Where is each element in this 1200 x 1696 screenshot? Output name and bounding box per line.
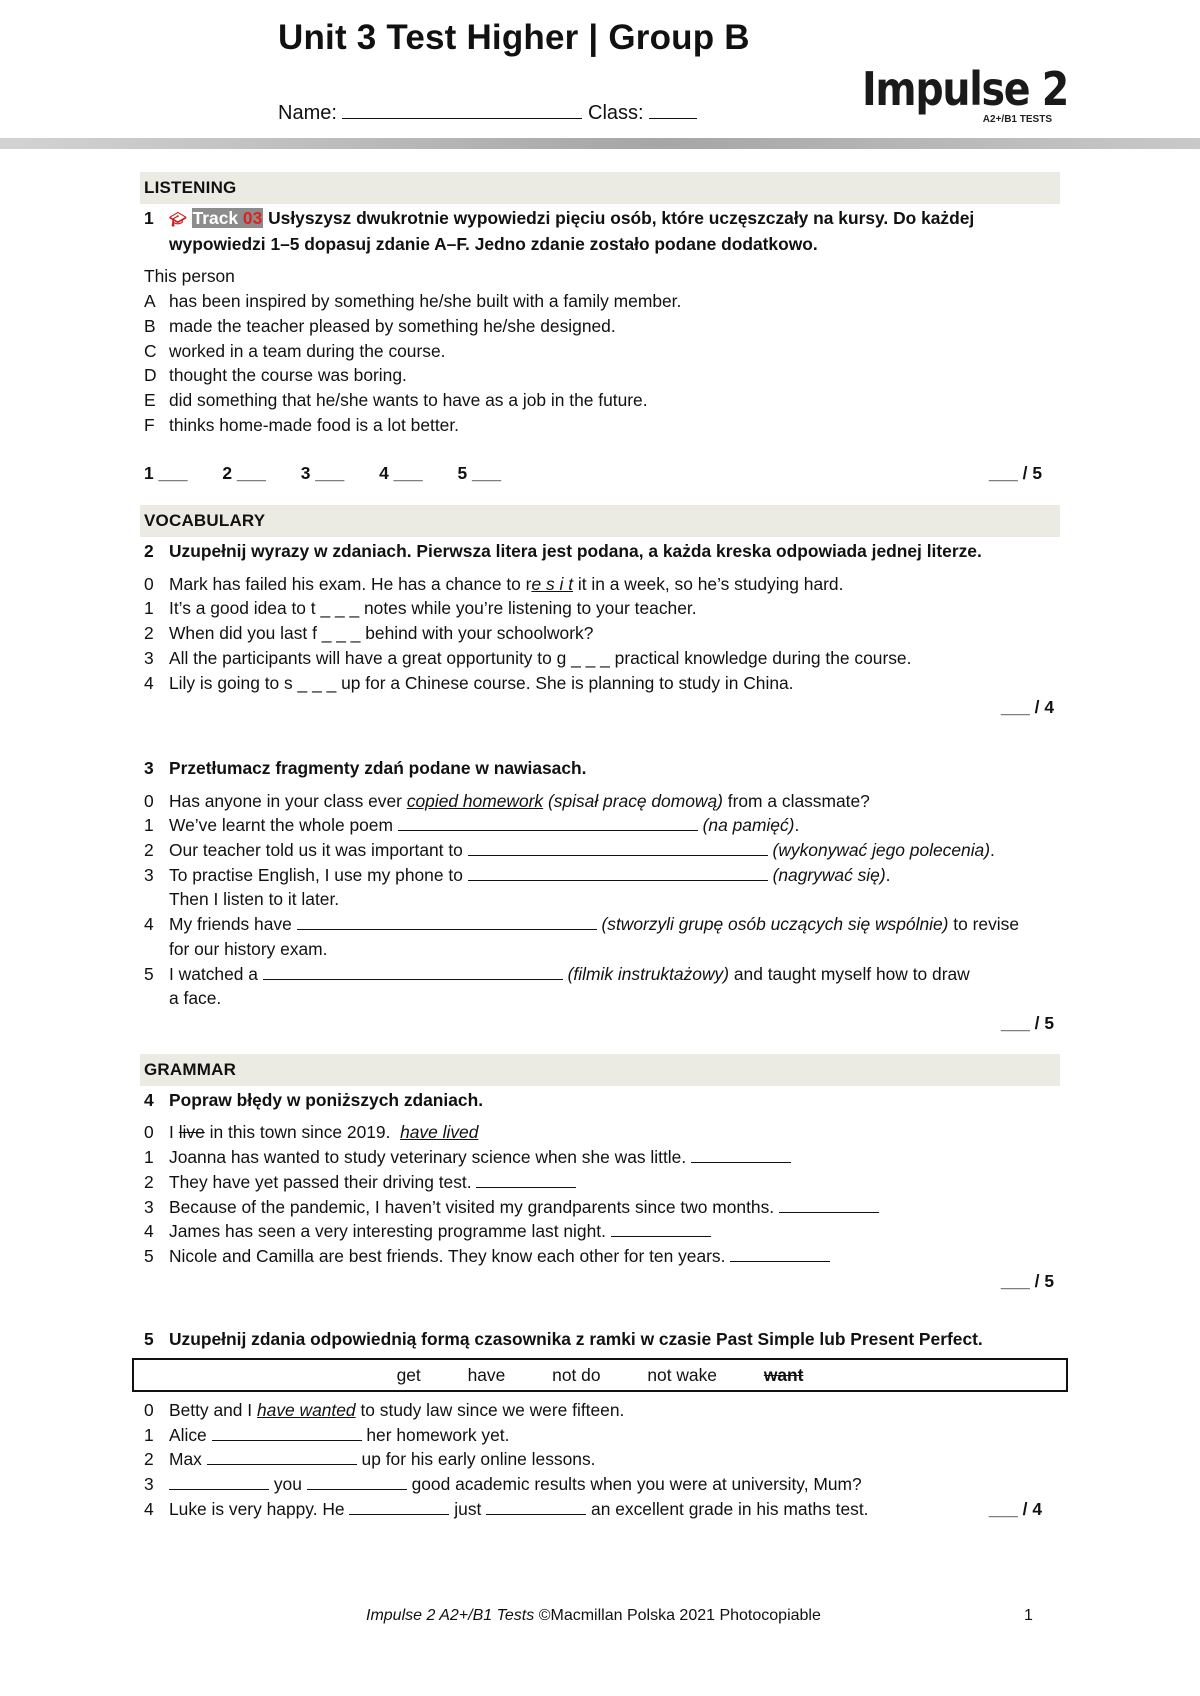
- example-answer: copied homework: [406, 790, 544, 811]
- footer-text: Impulse 2 A2+/B1 Tests ©Macmillan Polska 2021 Photocopiable: [366, 1607, 821, 1624]
- list-item: C worked in a team during the course.: [144, 340, 446, 361]
- answer-blank[interactable]: [297, 913, 597, 930]
- box-word: not wake: [647, 1365, 717, 1386]
- list-item: 5 I watched a (filmik instruktażowy) and taught myself how to draw a face.: [144, 963, 970, 1009]
- task-4-instruction: 4 Popraw błędy w poniższych zdaniach.: [144, 1089, 484, 1110]
- answer-blank[interactable]: [486, 1498, 586, 1515]
- list-item: 2 When did you last f _ _ _ behind with your schoolwork?: [144, 623, 594, 644]
- box-word: not do: [552, 1365, 601, 1386]
- list-item: D thought the course was boring.: [144, 365, 407, 386]
- answer-blank[interactable]: [779, 1196, 879, 1213]
- box-word: get: [396, 1365, 421, 1386]
- answer-blank[interactable]: [730, 1245, 830, 1262]
- track-label: Track 03: [192, 208, 263, 228]
- answer-blank[interactable]: [307, 1473, 407, 1490]
- score-task-2: ___ / 4: [1000, 697, 1054, 718]
- logo-sub-text: A2+/B1 TESTS: [982, 114, 1052, 125]
- example-item: 0 Betty and I have wanted to study law since we were fifteen.: [144, 1400, 625, 1421]
- list-item: 2 Max up for his early online lessons.: [144, 1449, 596, 1470]
- score-task-5: ___ / 4: [988, 1498, 1042, 1519]
- list-item: F thinks home-made food is a lot better.: [144, 414, 460, 435]
- list-item: 3 To practise English, I use my phone to (nagrywać się). Then I listen to it later.: [144, 864, 891, 910]
- list-item: 3 All the participants will have a great opportunity to g _ _ _ practical knowledge during the course.: [144, 647, 912, 668]
- list-item: 4 Lily is going to s _ _ _ up for a Chinese course. She is planning to study in China.: [144, 672, 794, 693]
- answer-slot[interactable]: 3 ___: [300, 463, 345, 484]
- score-listening: ___ / 5: [988, 463, 1042, 484]
- box-word-struck: want: [763, 1365, 804, 1386]
- list-item: E did something that he/she wants to have as a job in the future.: [144, 389, 648, 410]
- example-answer: have lived: [400, 1122, 479, 1143]
- example-item: 0 Mark has failed his exam. He has a chance to re s i t it in a week, so he’s studying hard.: [144, 573, 844, 594]
- example-answer: have wanted: [256, 1400, 356, 1421]
- logo-main-text: Impulse 2: [862, 62, 1069, 116]
- list-item: 3 Because of the pandemic, I haven’t visited my grandparents since two months.: [140, 1195, 1060, 1220]
- section-heading-grammar: GRAMMAR: [140, 1054, 1060, 1086]
- answer-blank[interactable]: [611, 1220, 711, 1237]
- answer-blank[interactable]: [263, 963, 563, 980]
- name-label: Name:: [278, 102, 337, 124]
- answer-blank[interactable]: [476, 1171, 576, 1188]
- task-5-instruction: 5 Uzupełnij zdania odpowiednią formą czasownika z ramki w czasie Past Simple lub Present Perfect.: [144, 1329, 983, 1350]
- page-number: 1: [1024, 1607, 1033, 1624]
- list-item: 1 It’s a good idea to t _ _ _ notes while you’re listening to your teacher.: [144, 598, 697, 619]
- answer-blank[interactable]: [468, 839, 768, 856]
- answer-blank[interactable]: [691, 1146, 791, 1163]
- page-title: Unit 3 Test Higher | Group B: [278, 18, 750, 57]
- answer-slot[interactable]: 4 ___: [379, 463, 423, 484]
- page-header: [0, 0, 1200, 150]
- answer-blank[interactable]: [207, 1448, 357, 1465]
- track-number: 03: [242, 208, 263, 228]
- list-item: 4 Luke is very happy. He just an excellent grade in his maths test. ___ / 4: [140, 1497, 1060, 1522]
- example-answer: e s i t: [531, 573, 574, 594]
- list-item: 5 Nicole and Camilla are best friends. They know each other for ten years.: [140, 1244, 1060, 1269]
- answer-blank[interactable]: [468, 864, 768, 881]
- answer-slot[interactable]: 5 ___: [457, 463, 502, 484]
- struck-word: live: [178, 1122, 205, 1143]
- impulse-logo: [862, 62, 1069, 125]
- listening-options: [140, 289, 1060, 437]
- answer-blank[interactable]: [398, 814, 698, 831]
- task-3-instruction: 3 Przetłumacz fragmenty zdań podane w nawiasach.: [144, 757, 587, 778]
- list-item: A has been inspired by something he/she built with a family member.: [144, 291, 682, 312]
- listening-intro: This person: [144, 266, 235, 287]
- list-item: 1 Alice her homework yet.: [144, 1424, 510, 1445]
- name-class-line: [278, 100, 697, 125]
- example-item: 0 Has anyone in your class ever copied homework (spisał pracę domową) from a classmate?: [144, 790, 870, 811]
- box-word: have: [467, 1365, 506, 1386]
- task-1-text: Usłyszysz dwukrotnie wypowiedzi pięciu osób, które uczęszczały na kursy. Do każdej wypowiedzi 1–5 dopasuj zdanie A–F. Jedno zdanie zostało podane dodatkowo.: [169, 208, 975, 254]
- header-divider: [0, 138, 1200, 149]
- task-2-instruction: 2 Uzupełnij wyrazy w zdaniach. Pierwsza litera jest podana, a każda kreska odpowiada jednej literze.: [144, 541, 982, 562]
- list-item: 2 Our teacher told us it was important to (wykonywać jego polecenia).: [144, 840, 995, 861]
- list-item: B made the teacher pleased by something he/she designed.: [144, 315, 616, 336]
- list-item: 1 Joanna has wanted to study veterinary science when she was little.: [140, 1145, 1060, 1170]
- answer-blank[interactable]: [212, 1424, 362, 1441]
- answer-blank[interactable]: [349, 1498, 449, 1515]
- answer-blank[interactable]: [169, 1473, 269, 1490]
- task-number: 1: [144, 208, 154, 228]
- section-heading-vocabulary: VOCABULARY: [140, 505, 1060, 537]
- list-item: 1 We’ve learnt the whole poem (na pamięć).: [144, 815, 800, 836]
- list-item: 4 James has seen a very interesting programme last night.: [140, 1219, 1060, 1244]
- list-item: 3 you good academic results when you were at university, Mum?: [144, 1474, 862, 1495]
- answer-slot[interactable]: 2 ___: [222, 463, 266, 484]
- class-label: Class:: [588, 102, 644, 124]
- word-box: [132, 1358, 1068, 1392]
- task-1-instruction: [140, 206, 1060, 256]
- name-field[interactable]: [342, 100, 582, 119]
- list-item: 4 My friends have (stworzyli grupę osób uczących się wspólnie) to revise for our history exam.: [144, 914, 1020, 959]
- test-content: [140, 172, 1060, 1522]
- example-item: 0 I live in this town since 2019. have lived: [144, 1122, 479, 1143]
- graduation-cap-icon: 🎓︎: [169, 211, 187, 227]
- score-task-3: ___ / 5: [1000, 1012, 1054, 1033]
- section-heading-listening: LISTENING: [140, 172, 1060, 204]
- score-task-4: ___ / 5: [1000, 1270, 1054, 1291]
- listening-answer-line: [140, 461, 1060, 486]
- class-field[interactable]: [649, 100, 697, 119]
- answer-slot[interactable]: 1 ___: [144, 463, 188, 484]
- list-item: 2 They have yet passed their driving test.: [140, 1170, 1060, 1195]
